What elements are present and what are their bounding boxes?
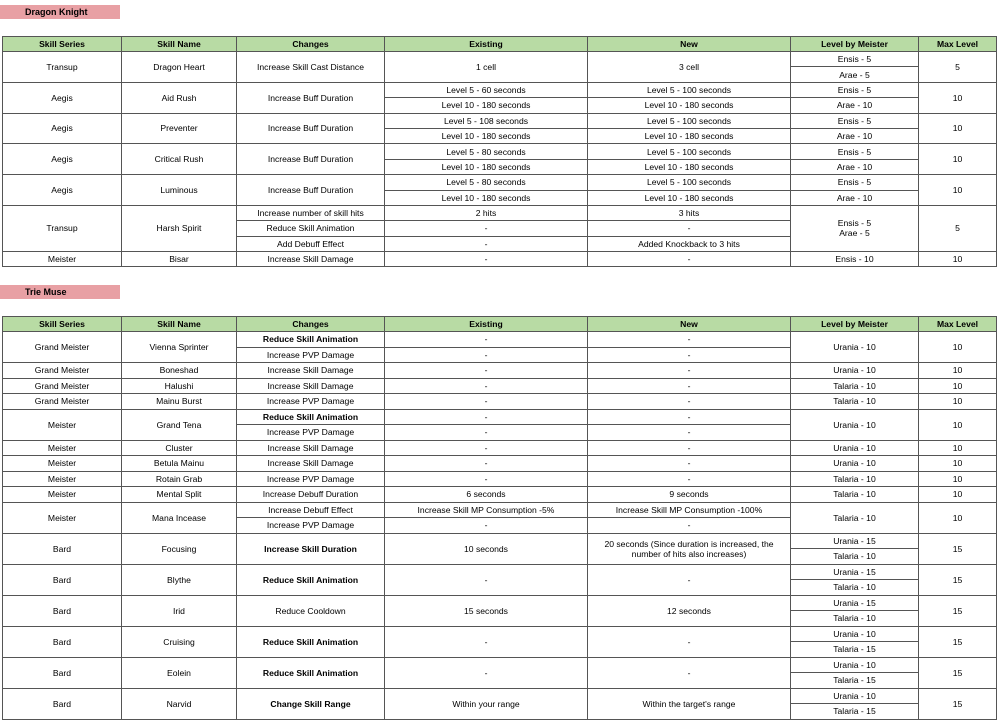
skill-name: Preventer bbox=[122, 113, 237, 144]
existing-cell: 1 cell bbox=[385, 52, 588, 83]
change-cell: Reduce Skill Animation bbox=[237, 221, 385, 236]
existing-cell: - bbox=[385, 518, 588, 534]
level-cell: Urania - 10 bbox=[791, 626, 919, 642]
table-row bbox=[3, 595, 997, 611]
skill-series: Aegis bbox=[3, 144, 122, 175]
skill-series: Meister bbox=[3, 502, 122, 533]
existing-cell: 6 seconds bbox=[385, 487, 588, 503]
header-new: New bbox=[588, 317, 791, 332]
existing-cell: - bbox=[385, 456, 588, 472]
skill-series: Bard bbox=[3, 626, 122, 657]
header-skill-name: Skill Name bbox=[122, 37, 237, 52]
new-cell: - bbox=[588, 332, 791, 348]
max-level-cell: 5 bbox=[919, 52, 997, 83]
change-cell: Increase Debuff Duration bbox=[237, 487, 385, 503]
header-changes: Changes bbox=[237, 317, 385, 332]
skill-series: Transup bbox=[3, 52, 122, 83]
new-cell: Level 10 - 180 seconds bbox=[588, 159, 791, 174]
section-tag-trie-muse: Trie Muse bbox=[0, 285, 120, 299]
existing-cell: Level 5 - 80 seconds bbox=[385, 175, 588, 190]
existing-cell: Level 10 - 180 seconds bbox=[385, 128, 588, 143]
skill-name: Narvid bbox=[122, 688, 237, 719]
max-level-cell: 10 bbox=[919, 502, 997, 533]
level-cell: Ensis - 5 bbox=[791, 82, 919, 97]
new-cell: Level 10 - 180 seconds bbox=[588, 128, 791, 143]
table-row bbox=[3, 456, 997, 472]
skill-name: Mana Incease bbox=[122, 502, 237, 533]
existing-cell: 15 seconds bbox=[385, 595, 588, 626]
table-row bbox=[3, 533, 997, 549]
skill-name: Cruising bbox=[122, 626, 237, 657]
new-cell: Level 5 - 100 seconds bbox=[588, 144, 791, 159]
skill-series: Aegis bbox=[3, 113, 122, 144]
level-cell: Ensis - 5 bbox=[791, 175, 919, 190]
level-cell: Urania - 10 bbox=[791, 657, 919, 673]
existing-cell: 10 seconds bbox=[385, 533, 588, 564]
level-cell: Talaria - 10 bbox=[791, 378, 919, 394]
level-cell: Ensis - 10 bbox=[791, 252, 919, 267]
skill-series: Bard bbox=[3, 533, 122, 564]
new-cell: 3 hits bbox=[588, 205, 791, 220]
existing-cell: - bbox=[385, 440, 588, 456]
existing-cell: Level 10 - 180 seconds bbox=[385, 159, 588, 174]
level-cell: Talaria - 10 bbox=[791, 580, 919, 596]
level-cell: Urania - 10 bbox=[791, 409, 919, 440]
skill-series: Grand Meister bbox=[3, 332, 122, 363]
skill-series: Bard bbox=[3, 595, 122, 626]
max-level-cell: 10 bbox=[919, 456, 997, 472]
existing-cell: - bbox=[385, 425, 588, 441]
new-cell: 20 seconds (Since duration is increased, the number of hits also increases) bbox=[588, 533, 791, 564]
level-cell: Arae - 10 bbox=[791, 190, 919, 205]
change-cell: Increase Skill Damage bbox=[237, 378, 385, 394]
table-row bbox=[3, 394, 997, 410]
table-header-row bbox=[3, 317, 997, 332]
max-level-cell: 15 bbox=[919, 533, 997, 564]
skill-name: Bisar bbox=[122, 252, 237, 267]
new-cell: - bbox=[588, 347, 791, 363]
table-row bbox=[3, 626, 997, 642]
change-cell: Increase PVP Damage bbox=[237, 425, 385, 441]
existing-cell: - bbox=[385, 332, 588, 348]
level-cell: Talaria - 10 bbox=[791, 471, 919, 487]
skill-name: Eolein bbox=[122, 657, 237, 688]
max-level-cell: 10 bbox=[919, 409, 997, 440]
change-cell: Reduce Skill Animation bbox=[237, 332, 385, 348]
change-cell: Increase Debuff Effect bbox=[237, 502, 385, 518]
skill-name: Luminous bbox=[122, 175, 237, 206]
new-cell: - bbox=[588, 221, 791, 236]
new-cell: - bbox=[588, 626, 791, 657]
level-cell: Arae - 10 bbox=[791, 128, 919, 143]
existing-cell: - bbox=[385, 236, 588, 251]
level-cell bbox=[791, 205, 919, 251]
new-cell: Level 5 - 100 seconds bbox=[588, 113, 791, 128]
header-skill-series: Skill Series bbox=[3, 317, 122, 332]
new-cell: Increase Skill MP Consumption -100% bbox=[588, 502, 791, 518]
max-level-cell: 10 bbox=[919, 82, 997, 113]
skill-name: Boneshad bbox=[122, 363, 237, 379]
existing-cell: - bbox=[385, 626, 588, 657]
change-cell: Reduce Skill Animation bbox=[237, 626, 385, 657]
header-existing: Existing bbox=[385, 37, 588, 52]
table-row bbox=[3, 252, 997, 267]
skill-series: Grand Meister bbox=[3, 394, 122, 410]
skill-name: Grand Tena bbox=[122, 409, 237, 440]
change-cell: Increase Skill Damage bbox=[237, 440, 385, 456]
max-level-cell: 10 bbox=[919, 487, 997, 503]
table-row bbox=[3, 113, 997, 128]
change-cell: Reduce Skill Animation bbox=[237, 409, 385, 425]
change-cell: Increase Skill Damage bbox=[237, 252, 385, 267]
header-level-by-meister: Level by Meister bbox=[791, 37, 919, 52]
section-tag-dragon-knight: Dragon Knight bbox=[0, 5, 120, 19]
skill-series: Grand Meister bbox=[3, 378, 122, 394]
new-cell: 3 cell bbox=[588, 52, 791, 83]
existing-cell: Level 5 - 80 seconds bbox=[385, 144, 588, 159]
level-cell: Arae - 10 bbox=[791, 159, 919, 174]
level-cell: Urania - 10 bbox=[791, 332, 919, 363]
existing-cell: Level 10 - 180 seconds bbox=[385, 98, 588, 113]
skill-series: Transup bbox=[3, 205, 122, 251]
max-level-cell: 15 bbox=[919, 626, 997, 657]
level-cell: Urania - 10 bbox=[791, 363, 919, 379]
change-cell: Increase PVP Damage bbox=[237, 518, 385, 534]
max-level-cell: 10 bbox=[919, 378, 997, 394]
level-cell: Talaria - 10 bbox=[791, 549, 919, 565]
max-level-cell: 15 bbox=[919, 564, 997, 595]
existing-cell: - bbox=[385, 564, 588, 595]
change-cell: Increase Skill Cast Distance bbox=[237, 52, 385, 83]
new-cell: Within the target's range bbox=[588, 688, 791, 719]
level-cell: Talaria - 10 bbox=[791, 487, 919, 503]
existing-cell: Level 5 - 108 seconds bbox=[385, 113, 588, 128]
change-cell: Reduce Skill Animation bbox=[237, 657, 385, 688]
existing-cell: - bbox=[385, 252, 588, 267]
new-cell: 12 seconds bbox=[588, 595, 791, 626]
existing-cell: Level 5 - 60 seconds bbox=[385, 82, 588, 97]
skill-series: Meister bbox=[3, 252, 122, 267]
skill-series: Grand Meister bbox=[3, 363, 122, 379]
existing-cell: - bbox=[385, 657, 588, 688]
existing-cell: Increase Skill MP Consumption -5% bbox=[385, 502, 588, 518]
skill-series: Bard bbox=[3, 564, 122, 595]
skill-name: Mental Split bbox=[122, 487, 237, 503]
new-cell: Level 10 - 180 seconds bbox=[588, 98, 791, 113]
header-existing: Existing bbox=[385, 317, 588, 332]
max-level-cell: 10 bbox=[919, 175, 997, 206]
max-level-cell: 10 bbox=[919, 394, 997, 410]
existing-cell: - bbox=[385, 221, 588, 236]
max-level-cell: 10 bbox=[919, 363, 997, 379]
max-level-cell: 5 bbox=[919, 205, 997, 251]
max-level-cell: 10 bbox=[919, 113, 997, 144]
new-cell: - bbox=[588, 456, 791, 472]
table-header-row bbox=[3, 37, 997, 52]
table-row bbox=[3, 471, 997, 487]
skill-name: Vienna Sprinter bbox=[122, 332, 237, 363]
change-cell: Change Skill Range bbox=[237, 688, 385, 719]
new-cell: Level 10 - 180 seconds bbox=[588, 190, 791, 205]
table-row bbox=[3, 82, 997, 97]
table-row bbox=[3, 205, 997, 220]
new-cell: Added Knockback to 3 hits bbox=[588, 236, 791, 251]
skill-name: Mainu Burst bbox=[122, 394, 237, 410]
table-row bbox=[3, 52, 997, 67]
skill-name: Dragon Heart bbox=[122, 52, 237, 83]
existing-cell: Level 10 - 180 seconds bbox=[385, 190, 588, 205]
new-cell: - bbox=[588, 425, 791, 441]
change-cell: Increase number of skill hits bbox=[237, 205, 385, 220]
skill-series: Aegis bbox=[3, 175, 122, 206]
level-cell: Talaria - 10 bbox=[791, 611, 919, 627]
table-row bbox=[3, 657, 997, 673]
level-cell: Talaria - 15 bbox=[791, 642, 919, 658]
existing-cell: - bbox=[385, 378, 588, 394]
level-line: Ensis - 5 bbox=[837, 218, 872, 229]
table-row bbox=[3, 409, 997, 425]
skill-series: Bard bbox=[3, 688, 122, 719]
skill-name: Aid Rush bbox=[122, 82, 237, 113]
skill-series: Bard bbox=[3, 657, 122, 688]
new-cell: - bbox=[588, 440, 791, 456]
skill-name: Blythe bbox=[122, 564, 237, 595]
change-cell: Increase Buff Duration bbox=[237, 113, 385, 144]
change-cell: Add Debuff Effect bbox=[237, 236, 385, 251]
level-cell: Urania - 10 bbox=[791, 456, 919, 472]
existing-cell: - bbox=[385, 363, 588, 379]
max-level-cell: 10 bbox=[919, 144, 997, 175]
skill-series: Meister bbox=[3, 471, 122, 487]
table-row bbox=[3, 363, 997, 379]
change-cell: Increase Buff Duration bbox=[237, 175, 385, 206]
existing-cell: - bbox=[385, 347, 588, 363]
new-cell: Level 5 - 100 seconds bbox=[588, 82, 791, 97]
table-row bbox=[3, 564, 997, 580]
table-row bbox=[3, 378, 997, 394]
change-cell: Increase PVP Damage bbox=[237, 394, 385, 410]
skill-name: Halushi bbox=[122, 378, 237, 394]
table-row bbox=[3, 175, 997, 190]
table-row bbox=[3, 332, 997, 348]
header-changes: Changes bbox=[237, 37, 385, 52]
change-cell: Increase Skill Damage bbox=[237, 456, 385, 472]
level-cell: Ensis - 5 bbox=[791, 144, 919, 159]
table-row bbox=[3, 688, 997, 704]
existing-cell: Within your range bbox=[385, 688, 588, 719]
new-cell: - bbox=[588, 657, 791, 688]
level-cell: Ensis - 5 bbox=[791, 113, 919, 128]
max-level-cell: 15 bbox=[919, 657, 997, 688]
trie-muse-table bbox=[2, 316, 997, 720]
change-cell: Increase PVP Damage bbox=[237, 347, 385, 363]
level-cell: Talaria - 15 bbox=[791, 673, 919, 689]
change-cell: Increase Buff Duration bbox=[237, 82, 385, 113]
level-cell: Urania - 10 bbox=[791, 688, 919, 704]
max-level-cell: 15 bbox=[919, 688, 997, 719]
level-cell: Ensis - 5 bbox=[791, 52, 919, 67]
dragon-knight-table bbox=[2, 36, 997, 267]
skill-name: Focusing bbox=[122, 533, 237, 564]
level-cell: Talaria - 10 bbox=[791, 502, 919, 533]
new-cell: - bbox=[588, 564, 791, 595]
level-cell: Arae - 10 bbox=[791, 98, 919, 113]
existing-cell: - bbox=[385, 394, 588, 410]
change-cell: Increase Skill Damage bbox=[237, 363, 385, 379]
skill-name: Irid bbox=[122, 595, 237, 626]
new-cell: - bbox=[588, 363, 791, 379]
header-new: New bbox=[588, 37, 791, 52]
change-cell: Increase Skill Duration bbox=[237, 533, 385, 564]
level-cell: Talaria - 10 bbox=[791, 394, 919, 410]
new-cell: Level 5 - 100 seconds bbox=[588, 175, 791, 190]
header-level-by-meister: Level by Meister bbox=[791, 317, 919, 332]
skill-series: Meister bbox=[3, 409, 122, 440]
level-cell: Arae - 5 bbox=[791, 67, 919, 82]
new-cell: - bbox=[588, 394, 791, 410]
max-level-cell: 10 bbox=[919, 332, 997, 363]
skill-series: Meister bbox=[3, 456, 122, 472]
skill-name: Betula Mainu bbox=[122, 456, 237, 472]
new-cell: - bbox=[588, 409, 791, 425]
max-level-cell: 10 bbox=[919, 252, 997, 267]
level-cell: Urania - 15 bbox=[791, 564, 919, 580]
header-max-level: Max Level bbox=[919, 37, 997, 52]
table-row bbox=[3, 440, 997, 456]
new-cell: - bbox=[588, 471, 791, 487]
new-cell: - bbox=[588, 252, 791, 267]
table-row bbox=[3, 502, 997, 518]
skill-name: Rotain Grab bbox=[122, 471, 237, 487]
level-cell: Urania - 15 bbox=[791, 595, 919, 611]
new-cell: 9 seconds bbox=[588, 487, 791, 503]
header-skill-name: Skill Name bbox=[122, 317, 237, 332]
table-row bbox=[3, 487, 997, 503]
max-level-cell: 15 bbox=[919, 595, 997, 626]
skill-series: Meister bbox=[3, 487, 122, 503]
existing-cell: 2 hits bbox=[385, 205, 588, 220]
header-max-level: Max Level bbox=[919, 317, 997, 332]
existing-cell: - bbox=[385, 471, 588, 487]
new-cell: - bbox=[588, 378, 791, 394]
skill-name: Cluster bbox=[122, 440, 237, 456]
skill-name: Harsh Spirit bbox=[122, 205, 237, 251]
skill-name: Critical Rush bbox=[122, 144, 237, 175]
skill-series: Aegis bbox=[3, 82, 122, 113]
skill-series: Meister bbox=[3, 440, 122, 456]
change-cell: Increase Buff Duration bbox=[237, 144, 385, 175]
level-cell: Talaria - 15 bbox=[791, 704, 919, 720]
level-line: Arae - 5 bbox=[839, 228, 870, 239]
new-cell: - bbox=[588, 518, 791, 534]
level-cell: Urania - 10 bbox=[791, 440, 919, 456]
header-skill-series: Skill Series bbox=[3, 37, 122, 52]
max-level-cell: 10 bbox=[919, 471, 997, 487]
table-row bbox=[3, 144, 997, 159]
level-cell: Urania - 15 bbox=[791, 533, 919, 549]
change-cell: Reduce Cooldown bbox=[237, 595, 385, 626]
change-cell: Reduce Skill Animation bbox=[237, 564, 385, 595]
existing-cell: - bbox=[385, 409, 588, 425]
change-cell: Increase PVP Damage bbox=[237, 471, 385, 487]
max-level-cell: 10 bbox=[919, 440, 997, 456]
